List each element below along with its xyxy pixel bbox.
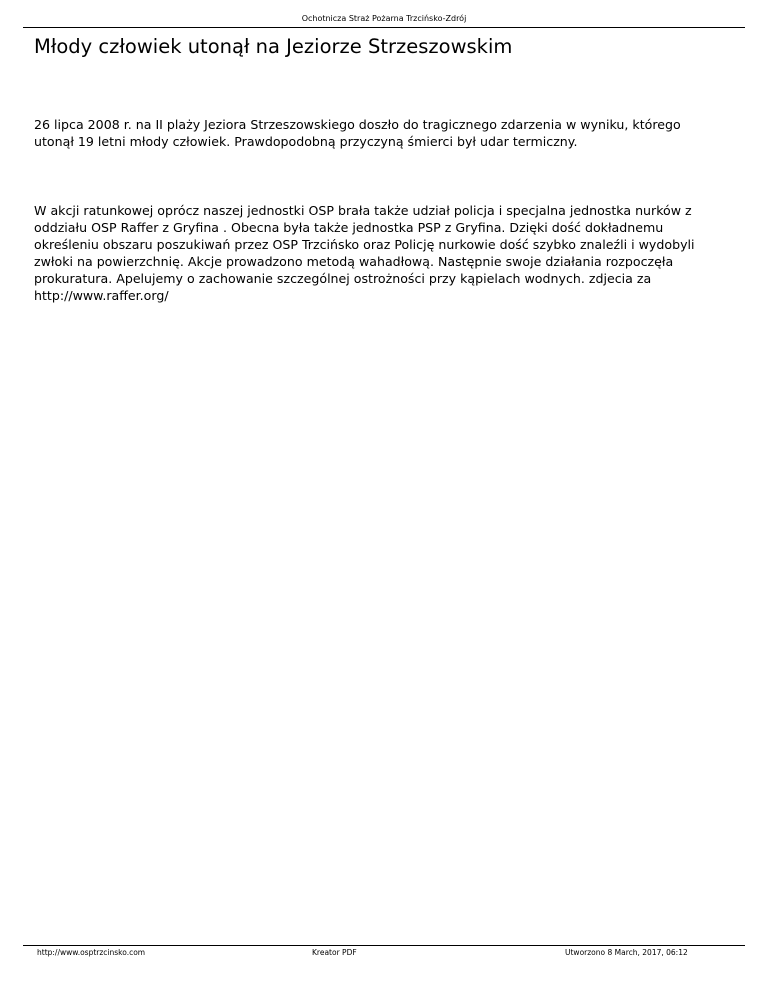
footer-created-date: Utworzono 8 March, 2017, 06:12 [565, 948, 688, 957]
footer-url: http://www.osptrzcinsko.com [37, 948, 146, 957]
footer-generator: Kreator PDF [312, 948, 357, 957]
page-header: Ochotnicza Straż Pożarna Trzcińsko-Zdrój [301, 14, 467, 23]
article-paragraph-2: W akcji ratunkowej oprócz naszej jednostki OSP brała także udział policja i specjalna jednostka nurków z oddziału OSP Raffer z Gryfina . Obecna była także jednostka PSP z Gryfina. Dzięki dość dokładnemu określeniu obszaru poszukiwań przez OSP Trzcińsko oraz Policję nurkowie dość szybko znaleźli i wydobyli zwłoki na powierzchnię. Akcje prowadzono metodą wahadłową. Następnie swoje działania rozpoczęła prokuratura. Apelujemy o zachowanie szczególnej ostrożności przy kąpielach wodnych. zdjecia za http://www.raffer.org/ [34, 203, 695, 303]
header-divider [23, 27, 745, 28]
article-paragraph-1: 26 lipca 2008 r. na II plaży Jeziora Strzeszowskiego doszło do tragicznego zdarzenia w wyniku, którego utonął 19 letni młody człowiek. Prawdopodobną przyczyną śmierci był udar termiczny. [34, 117, 681, 149]
article-title: Młody człowiek utonął na Jeziorze Strzeszowskim [34, 35, 513, 58]
footer-divider [23, 945, 745, 946]
